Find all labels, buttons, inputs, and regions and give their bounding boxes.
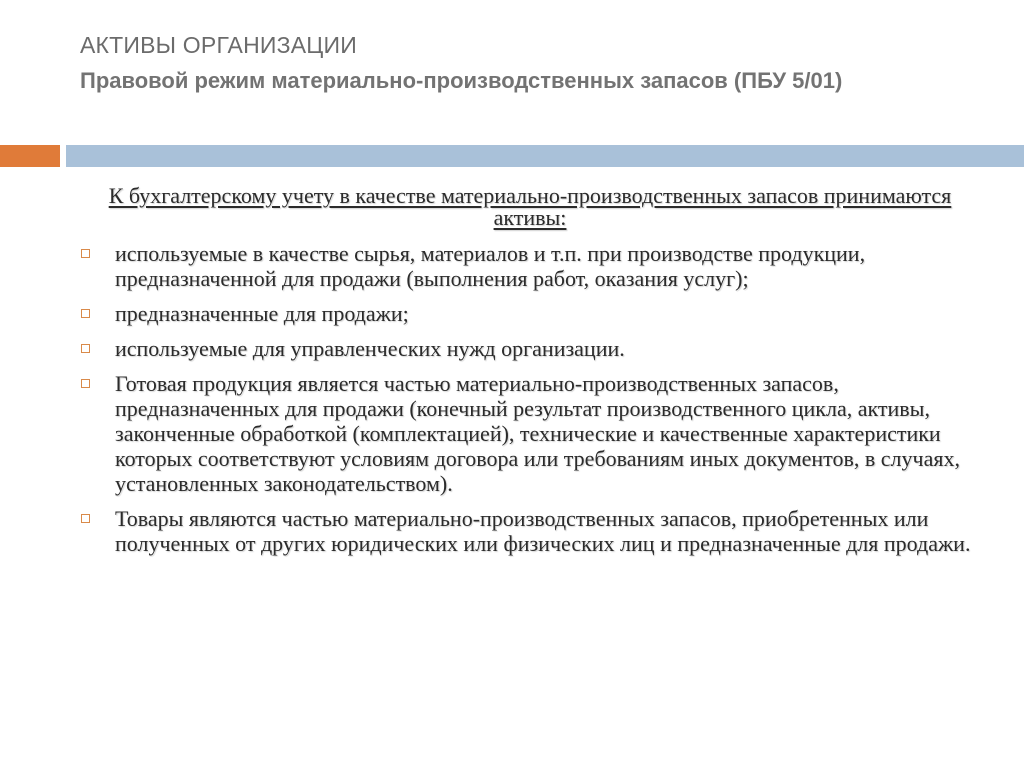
list-item-text: Товары являются частью материально-производственных запасов, приобретенных или полученных от других юридических или физических лиц и предназначенные для продажи. xyxy=(115,506,971,556)
intro-text: К бухгалтерскому учету в качестве материально-производственных запасов принимаются активы: xyxy=(108,183,952,230)
list-item xyxy=(80,241,980,291)
square-bullet-icon xyxy=(81,249,90,258)
list-item xyxy=(80,301,980,326)
list-item xyxy=(80,506,980,556)
title-block xyxy=(80,30,980,98)
square-bullet-icon xyxy=(81,344,90,353)
divider-accent-bar xyxy=(0,145,60,167)
list-item-text: используемые в качестве сырья, материалов и т.п. при производстве продукции, предназначенной для продажи (выполнения работ, оказания услуг); xyxy=(115,241,866,291)
square-bullet-icon xyxy=(81,309,90,318)
list-item-text: предназначенные для продажи; xyxy=(115,301,409,326)
square-bullet-icon xyxy=(81,514,90,523)
bullet-list xyxy=(80,241,980,556)
slide-subtitle: Правовой режим материально-производственных запасов (ПБУ 5/01) xyxy=(80,68,843,93)
slide-title: АКТИВЫ ОРГАНИЗАЦИИ xyxy=(80,32,357,58)
content-body xyxy=(80,185,980,566)
list-item xyxy=(80,336,980,361)
list-item-text: Готовая продукция является частью материально-производственных запасов, предназначенных для продажи (конечный результат производственного цикла, активы, законченные обработкой (комплектацией), технические и качественные характеристики которых соответствуют условиям договора или требованиям иных документов, в случаях, установленных законодательством). xyxy=(115,371,960,496)
list-item-text: используемые для управленческих нужд организации. xyxy=(115,336,625,361)
divider-main-bar xyxy=(66,145,1024,167)
square-bullet-icon xyxy=(81,379,90,388)
list-item xyxy=(80,371,980,496)
